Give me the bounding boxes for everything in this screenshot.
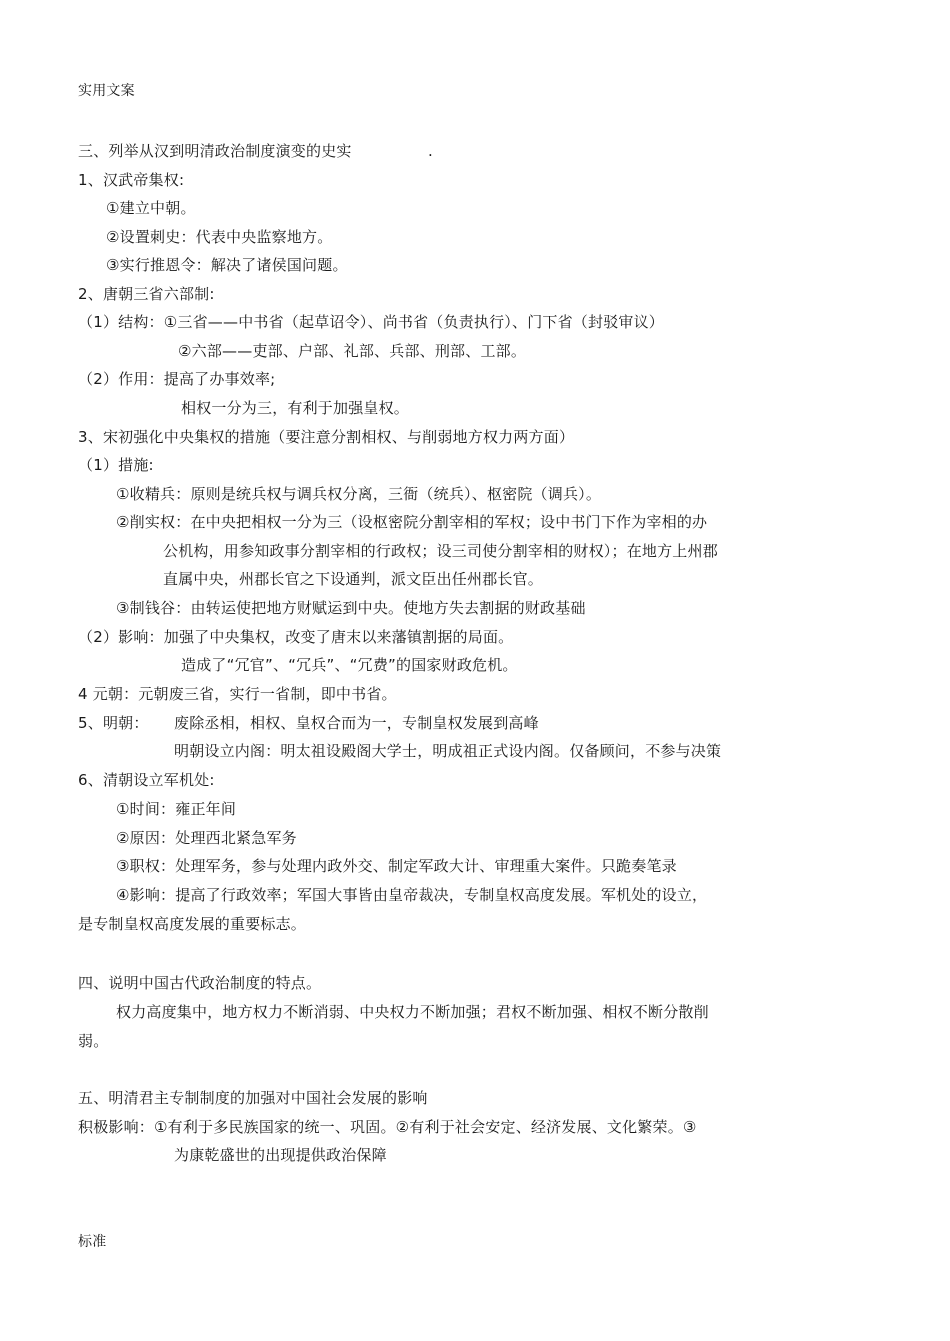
item-2-function-2: 相权一分为三，有利于加强皇权。 <box>181 399 410 417</box>
section-4-text-cont: 弱。 <box>78 1032 109 1050</box>
item-6-point-2: ②原因：处理西北紧急军务 <box>116 829 297 847</box>
item-3-point-2: ②削实权：在中央把相权一分为三（设枢密院分割宰相的军权；设中书门下作为宰相的办 <box>116 513 708 531</box>
section-3-heading-period: . <box>428 142 433 160</box>
section-5-positive: 积极影响：①有利于多民族国家的统一、巩固。②有利于社会安定、经济发展、文化繁荣。③ <box>78 1118 697 1136</box>
item-3-point-1: ①收精兵：原则是统兵权与调兵权分离，三衙（统兵）、枢密院（调兵）。 <box>116 485 602 503</box>
section-3-heading: 三、列举从汉到明清政治制度演变的史实 <box>78 142 352 160</box>
section-5-positive-cont: 为康乾盛世的出现提供政治保障 <box>174 1146 387 1164</box>
item-5-text: 废除丞相，相权、皇权合而为一，专制皇权发展到高峰 <box>174 714 539 732</box>
item-6-point-4: ④影响：提高了行政效率；军国大事皆由皇帝裁决，专制皇权高度发展。军机处的设立， <box>116 886 708 904</box>
section-5-heading: 五、明清君主专制制度的加强对中国社会发展的影响 <box>78 1089 428 1107</box>
item-4-yuan: 4 元朝：元朝废三省，实行一省制，即中书省。 <box>78 685 397 703</box>
section-4-heading: 四、说明中国古代政治制度的特点。 <box>78 974 322 992</box>
item-5-cabinet: 明朝设立内阁：明太祖设殿阁大学士，明成祖正式设内阁。仅备顾问，不参与决策 <box>174 742 722 760</box>
item-3-measures-label: （1）措施: <box>78 456 154 474</box>
item-3-point-2-cont-2: 直属中央，州郡长官之下设通判，派文臣出任州郡长官。 <box>163 570 544 588</box>
item-1-point-1: ①建立中朝。 <box>106 199 196 217</box>
item-3-point-2-cont-1: 公机构，用参知政事分割宰相的行政权；设三司使分割宰相的财权）；在地方上州郡 <box>163 542 718 560</box>
item-6-point-4-cont: 是专制皇权高度发展的重要标志。 <box>78 915 307 933</box>
page-footer: 标准 <box>78 1234 107 1250</box>
item-2-function: （2）作用：提高了办事效率; <box>78 370 276 388</box>
item-2-heading: 2、唐朝三省六部制: <box>78 285 215 303</box>
page-header: 实用文案 <box>78 83 135 99</box>
item-6-point-1: ①时间：雍正年间 <box>116 800 237 818</box>
item-3-point-3: ③制钱谷：由转运使把地方财赋运到中央。使地方失去割据的财政基础 <box>116 599 586 617</box>
item-5-label: 5、明朝： <box>78 714 149 732</box>
item-3-heading: 3、宋初强化中央集权的措施（要注意分割相权、与削弱地方权力两方面） <box>78 428 575 446</box>
item-6-heading: 6、清朝设立军机处: <box>78 771 215 789</box>
section-4-text: 权力高度集中，地方权力不断消弱、中央权力不断加强；君权不断加强、相权不断分散削 <box>116 1003 709 1021</box>
item-1-point-2: ②设置刺史：代表中央监察地方。 <box>106 228 333 246</box>
item-6-point-3: ③职权：处理军务，参与处理内政外交、制定军政大计、审理重大案件。只跪奏笔录 <box>116 857 677 875</box>
item-2-structure: （1）结构：①三省——中书省（起草诏令）、尚书省（负责执行）、门下省（封驳审议） <box>78 313 664 331</box>
item-3-impact: （2）影响：加强了中央集权，改变了唐末以来藩镇割据的局面。 <box>78 628 514 646</box>
item-2-six-ministries: ②六部——吏部、户部、礼部、兵部、刑部、工部。 <box>178 342 527 360</box>
item-1-heading: 1、汉武帝集权: <box>78 171 185 189</box>
item-1-point-3: ③实行推恩令：解决了诸侯国问题。 <box>106 256 348 274</box>
item-3-impact-2: 造成了“冗官”、“冗兵”、“冗费”的国家财政危机。 <box>181 656 518 674</box>
